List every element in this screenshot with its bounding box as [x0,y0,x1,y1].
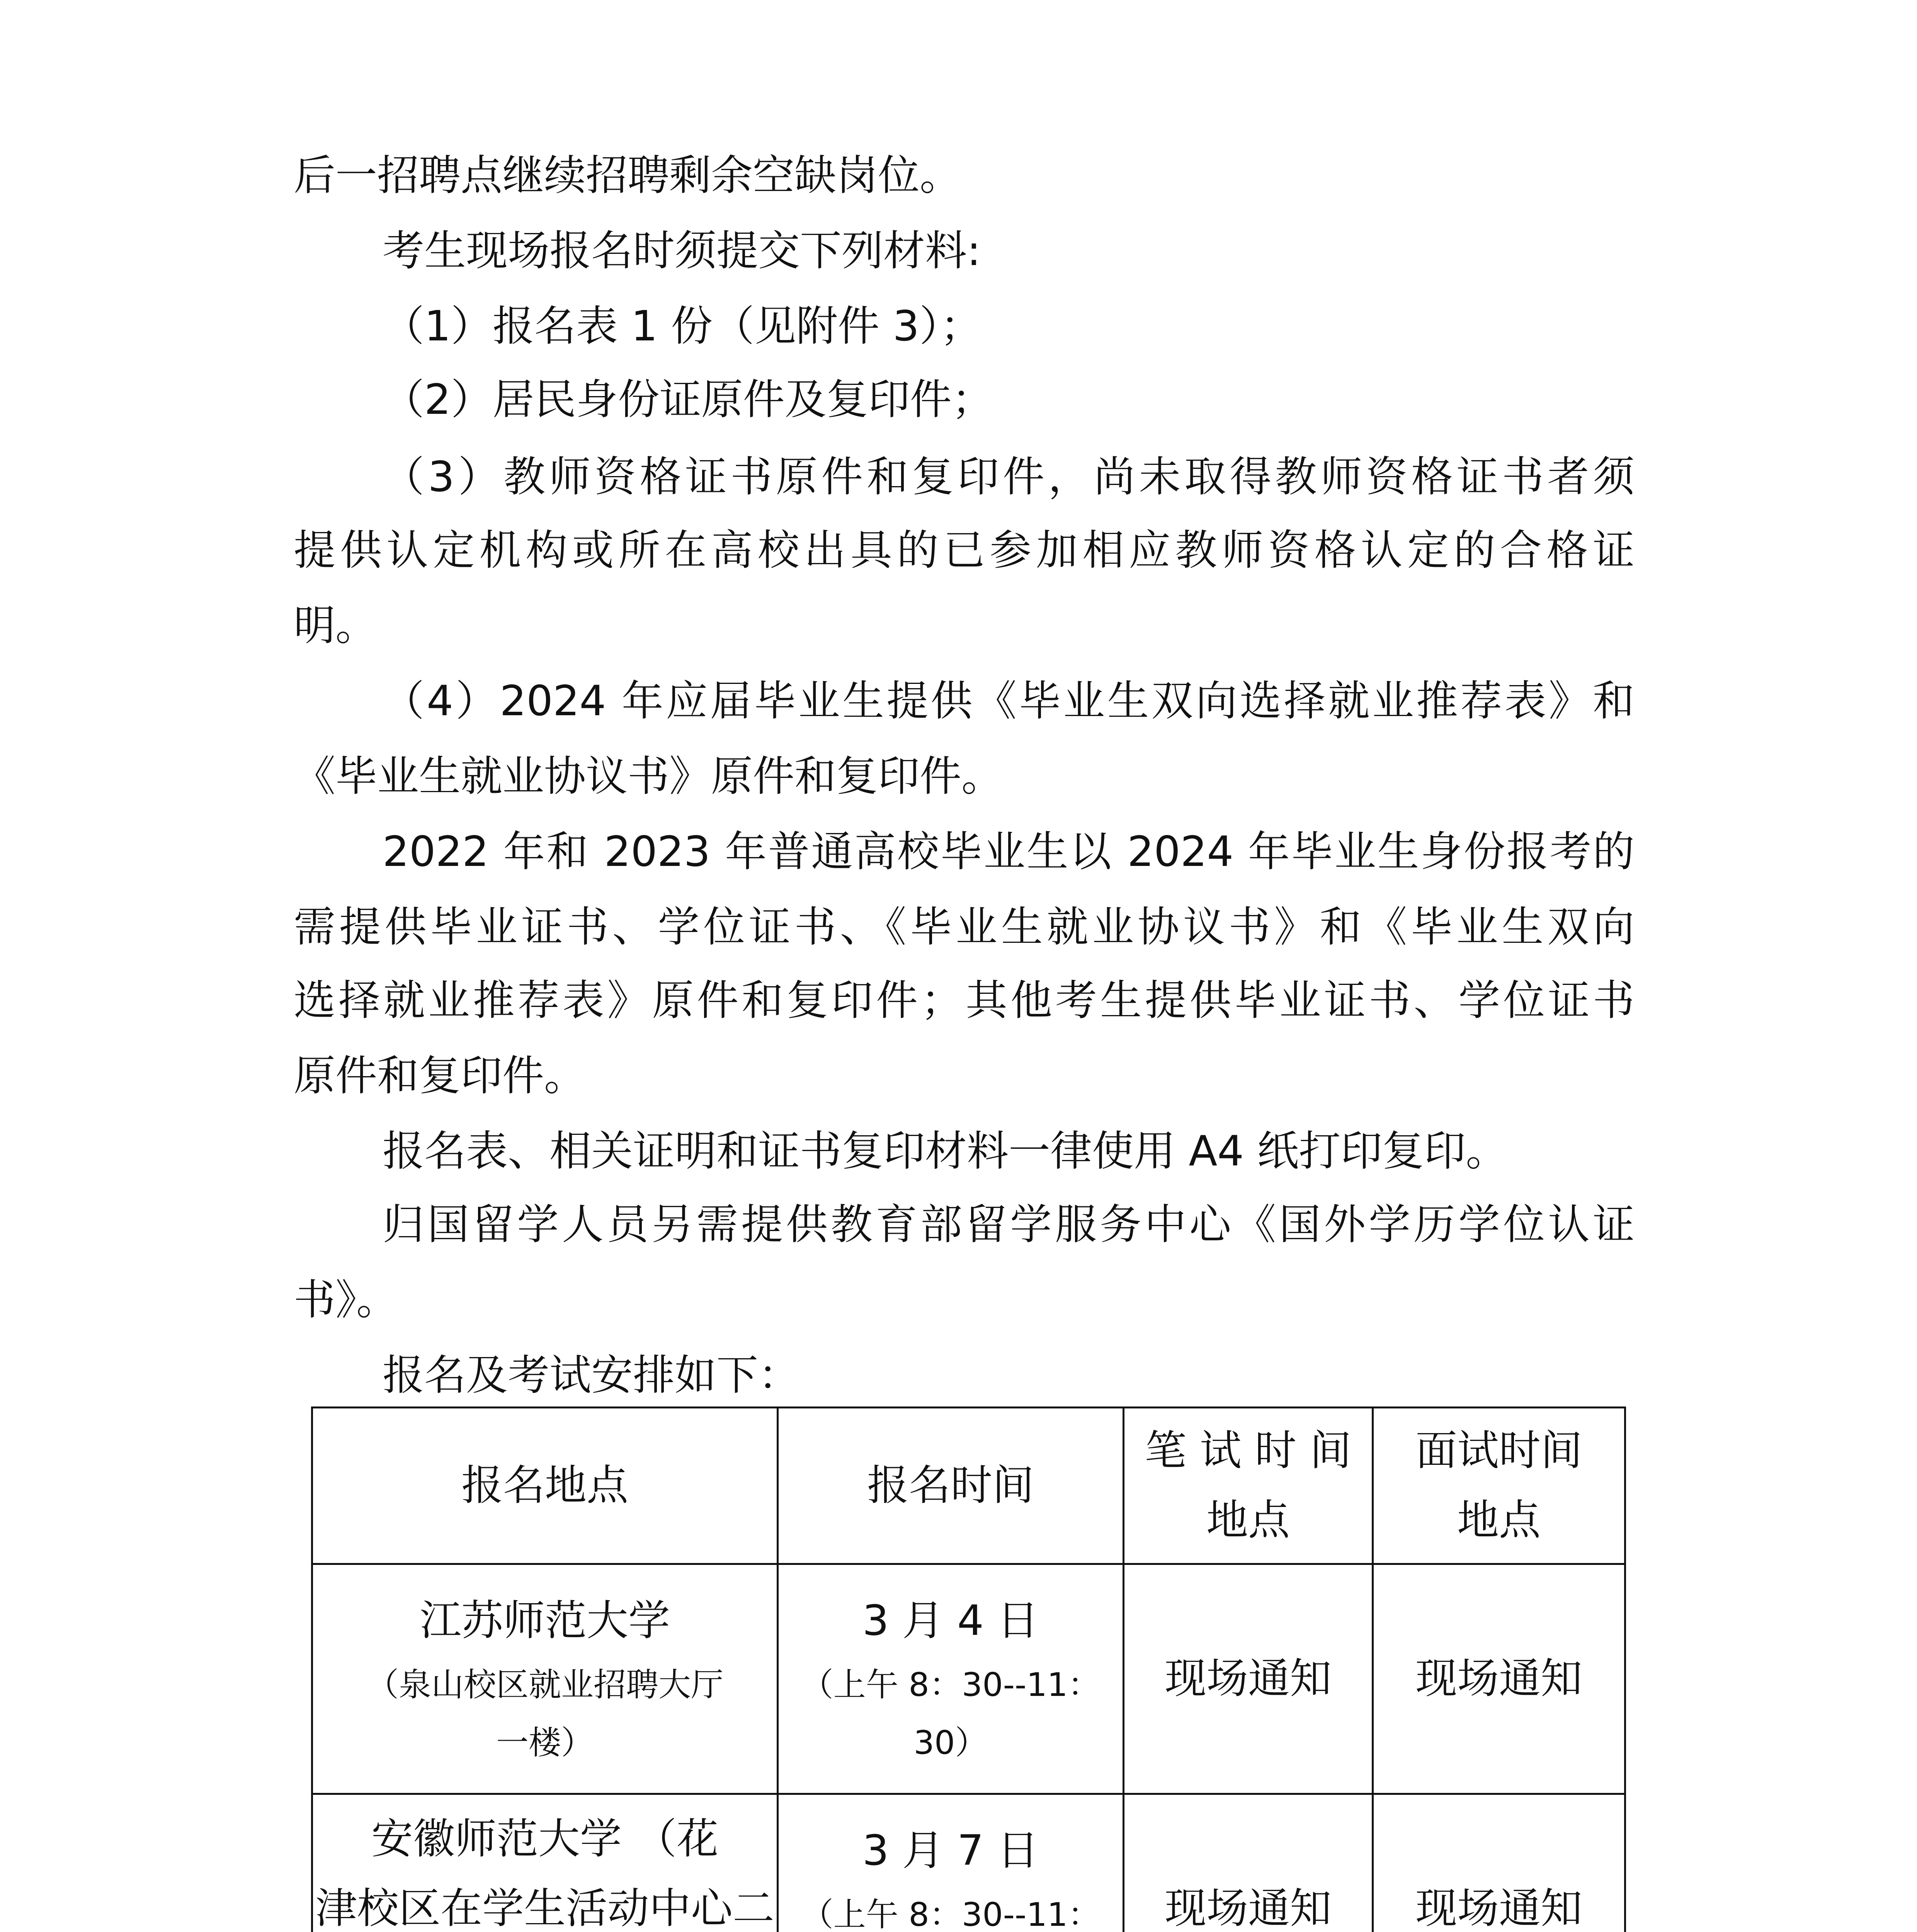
cell-location: 江苏师范大学 （泉山校区就业招聘大厅 一楼） [312,1564,778,1794]
table-row [312,1794,1625,1932]
registration-schedule-table [311,1406,1626,1932]
header-interview: 面试时间 地点 [1373,1408,1625,1564]
cell-interview: 现场通知 [1373,1794,1625,1932]
cell-written-exam: 现场通知 [1124,1794,1373,1932]
table-header-row [312,1408,1625,1564]
header-written-exam: 笔 试 时 间 地点 [1124,1408,1373,1564]
cell-written-exam: 现场通知 [1124,1564,1373,1794]
header-location: 报名地点 [312,1408,778,1564]
paragraph-line: 归国留学人员另需提供教育部留学服务中心《国外学历学位认证 [383,1201,1635,1249]
cell-date: 3 月 7 日 （上午 8：30--11： [778,1794,1124,1932]
list-item: （1）报名表 1 份（见附件 3）； [383,302,982,350]
paragraph-line: 《毕业生就业协议书》原件和复印件。 [294,752,1004,801]
paragraph-line: 原件和复印件。 [294,1052,586,1100]
list-item: （2）居民身份证原件及复印件； [383,376,993,424]
paragraph-line: 明。 [294,602,378,650]
header-time: 报名时间 [778,1408,1124,1564]
table-caption: 报名及考试安排如下： [383,1351,800,1400]
list-item: （4）2024 年应届毕业生提供《毕业生双向选择就业推荐表》和 [383,677,1635,725]
cell-location: 安徽师范大学 （花 津校区在学生活动中心二 [312,1794,778,1932]
paragraph-line: 报名表、相关证明和证书复印材料一律使用 A4 纸打印复印。 [383,1127,1508,1175]
list-item: （3）教师资格证书原件和复印件，尚未取得教师资格证书者须 [383,453,1635,501]
paragraph-line: 需提供毕业证书、学位证书、《毕业生就业协议书》和《毕业生双向 [294,903,1635,951]
paragraph-line: 选择就业推荐表》原件和复印件；其他考生提供毕业证书、学位证书 [294,976,1635,1025]
cell-date: 3 月 4 日 （上午 8：30--11：30） [778,1564,1124,1794]
paragraph-line: 后一招聘点继续招聘剩余空缺岗位。 [294,151,962,200]
table-row [312,1564,1625,1794]
paragraph-line: 考生现场报名时须提交下列材料: [383,227,981,275]
paragraph-line: 提供认定机构或所在高校出具的已参加相应教师资格认定的合格证 [294,526,1635,575]
paragraph-line: 书》。 [294,1276,398,1324]
cell-interview: 现场通知 [1373,1564,1625,1794]
paragraph-line: 2022 年和 2023 年普通高校毕业生以 2024 年毕业生身份报考的 [383,828,1635,876]
